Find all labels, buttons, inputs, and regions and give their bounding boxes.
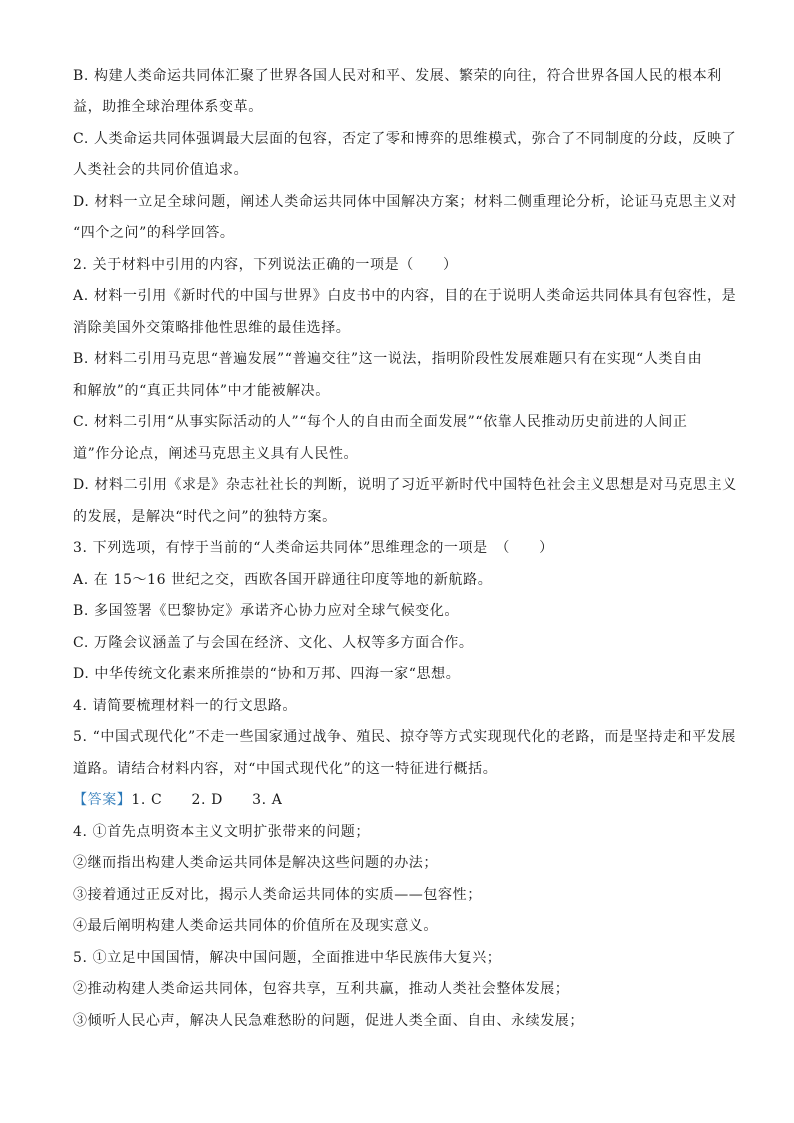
option-d-line-1: D. 材料一立足全球问题，阐述人类命运共同体中国解决方案；材料二侧重理论分析，论证马克思主义对 (73, 194, 737, 210)
option-d-line-2: “四个之问”的科学回答。 (73, 225, 235, 241)
option-c-line-2: 人类社会的共同价值追求。 (73, 162, 249, 178)
q3-option-a: A. 在 15～16 世纪之交，西欧各国开辟通往印度等地的新航路。 (73, 572, 493, 588)
answer-4-point-3: ③接着通过正反对比，揭示人类命运共同体的实质——包容性； (73, 887, 482, 903)
q3-option-d: D. 中华传统文化素来所推崇的“协和万邦、四海一家“思想。 (73, 666, 461, 682)
option-c-line-1: C. 人类命运共同体强调最大层面的包容，否定了零和博弈的思维模式，弥合了不同制度的分歧，反映了 (73, 131, 737, 147)
answer-choices: 1. C 2. D 3. A (131, 792, 283, 808)
answer-4-point-4: ④最后阐明构建人类命运共同体的价值所在及现实意义。 (73, 918, 438, 934)
answer-4-point-1: 4. ①首先点明资本主义文明扩张带来的问题； (73, 824, 371, 840)
q2-option-a-line-1: A. 材料一引用《新时代的中国与世界》白皮书中的内容，目的在于说明人类命运共同体具有包容性，是 (73, 288, 737, 304)
q2-option-b-line-1: B. 材料二引用马克思“普遍发展”“普遍交往”这一说法，指明阶段性发展难题只有在实现“人类自由 (73, 351, 703, 367)
q3-option-c: C. 万隆会议涵盖了与会国在经济、文化、人权等多方面合作。 (73, 635, 474, 651)
option-b-line-1: B. 构建人类命运共同体汇聚了世界各国人民对和平、发展、繁荣的向往，符合世界各国人民的根本利 (73, 68, 722, 84)
q2-option-a-line-2: 消除美国外交策略排他性思维的最佳选择。 (73, 320, 351, 336)
answer-label: 【答案】 (73, 792, 132, 808)
answer-5-point-2: ②推动构建人类命运共同体，包容共享，互利共赢，推动人类社会整体发展； (73, 981, 570, 997)
q2-option-c-line-1: C. 材料二引用“从事实际活动的人”“每个人的自由而全面发展”“依靠人民推动历史前进的人间正 (73, 414, 688, 430)
answer-5-point-3: ③倾听人民心声，解决人民急难愁盼的问题，促进人类全面、自由、永续发展； (73, 1013, 584, 1029)
question-5-line-2: 道路。请结合材料内容，对“中国式现代化”的这一特征进行概括。 (73, 761, 498, 777)
q2-option-c-line-2: 道”作分论点，阐述马克思主义具有人民性。 (73, 446, 359, 462)
question-4: 4. 请简要梳理材料一的行文思路。 (73, 698, 298, 714)
q3-option-b: B. 多国签署《巴黎协定》承诺齐心协力应对全球气候变化。 (73, 603, 459, 619)
q2-option-b-line-2: 和解放”的“真正共同体”中才能被解决。 (73, 383, 330, 399)
answer-line (73, 790, 282, 810)
option-b-line-2: 益，助推全球治理体系变革。 (73, 99, 263, 115)
q2-option-d-line-1: D. 材料二引用《求是》杂志社社长的判断，说明了习近平新时代中国特色社会主义思想是对马克思主义 (73, 477, 737, 493)
answer-5-point-1: 5. ①立足中国国情，解决中国问题，全面推进中华民族伟大复兴； (73, 950, 502, 966)
question-5-line-1: 5. “中国式现代化”不走一些国家通过战争、殖民、掠夺等方式实现现代化的老路，而是坚持走和平发展 (73, 729, 736, 745)
answer-4-point-2: ②继而指出构建人类命运共同体是解决这些问题的办法； (73, 855, 438, 871)
q2-option-d-line-2: 的发展，是解决“时代之问”的独特方案。 (73, 509, 337, 525)
question-3: 3. 下列选项，有悖于当前的“人类命运共同体”思维理念的一项是 （ ） (73, 540, 554, 556)
question-2: 2. 关于材料中引用的内容，下列说法正确的一项是（ ） (73, 257, 458, 273)
